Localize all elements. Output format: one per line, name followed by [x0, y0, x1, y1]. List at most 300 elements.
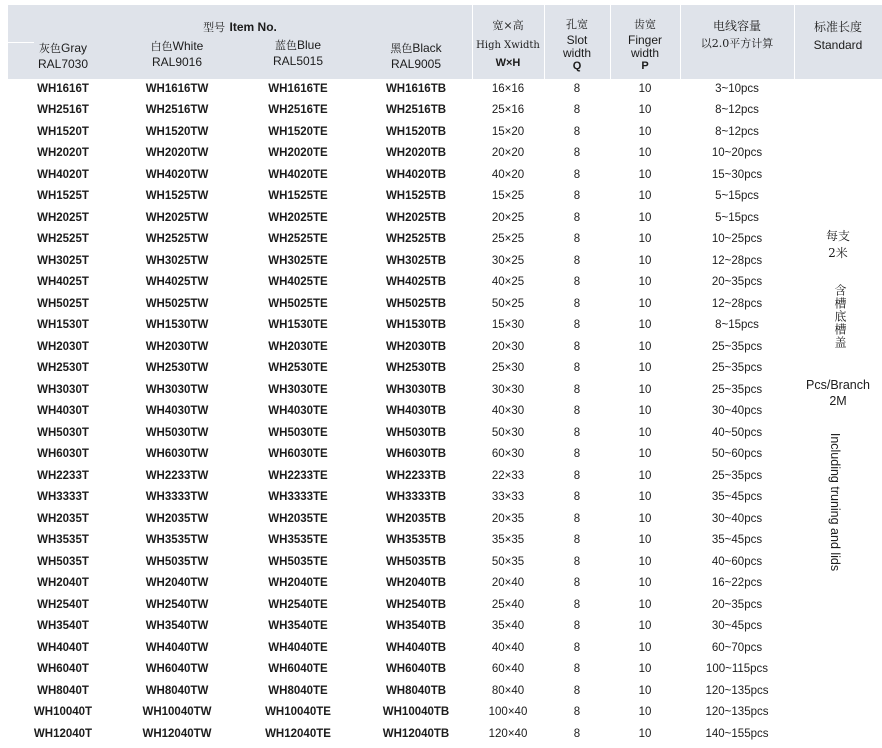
table-row [0, 487, 882, 509]
finger-cell: 10 [638, 233, 652, 245]
slot-cell: 8 [573, 297, 581, 310]
slot-header-en2: width [562, 46, 591, 60]
capacity-cell: 10~25pcs [711, 233, 763, 245]
blue-cell: WH5030TE [268, 426, 328, 439]
capacity-cell: 25~35pcs [711, 340, 763, 353]
black-cell: WH8040TB [385, 684, 447, 697]
black-cell: WH3030TB [385, 383, 447, 396]
slot-cell: 8 [573, 598, 581, 611]
slot-cell: 8 [573, 706, 581, 718]
finger-cell: 10 [638, 469, 652, 482]
wh-cell: 40×40 [491, 641, 525, 654]
gray-cell: WH5030T [37, 426, 89, 439]
black-cell: WH4020TB [385, 168, 447, 181]
slot-cell: 8 [573, 555, 581, 568]
capacity-cell: 10~20pcs [711, 147, 763, 159]
black-cell: WH6030TB [385, 448, 447, 460]
black-cell: WH2530TB [385, 362, 447, 374]
wh-cell: 80×40 [491, 684, 525, 697]
wh-cell: 60×30 [491, 448, 525, 460]
gray-cell: WH8040T [37, 684, 89, 697]
capacity-cell: 120~135pcs [705, 684, 769, 697]
capacity-cell: 60~70pcs [711, 641, 763, 654]
finger-cell: 10 [638, 211, 652, 224]
table-row [0, 315, 882, 337]
gray-header [8, 41, 118, 56]
table-row [0, 358, 882, 380]
white-cell: WH4025TW [145, 276, 209, 288]
black-cell: WH1616TB [385, 82, 447, 95]
gray-cell: WH12040T [33, 727, 93, 740]
table-row [0, 444, 882, 466]
white-cell: WH2525TW [145, 233, 209, 245]
wh-cell: 50×35 [491, 555, 525, 568]
gray-cell: WH3540T [37, 620, 89, 632]
blue-header-ral: RAL5015 [272, 54, 324, 68]
gray-cell: WH2020T [37, 147, 89, 159]
white-cell: WH12040TW [142, 727, 212, 740]
blue-cell: WH8040TE [268, 684, 328, 697]
capacity-cell: 30~40pcs [711, 405, 763, 417]
model-header-cn: 型号 [203, 21, 226, 34]
blue-cell: WH3030TE [268, 383, 328, 396]
white-cell: WH3030TW [145, 383, 209, 396]
table-row [0, 595, 882, 617]
blue-cell: WH1616TE [268, 82, 328, 95]
slot-cell: 8 [573, 577, 581, 589]
black-cell: WH2233TB [385, 469, 447, 482]
white-cell: WH8040TW [145, 684, 209, 697]
finger-cell: 10 [638, 147, 652, 159]
black-cell: WH1525TB [385, 190, 447, 202]
slot-cell: 8 [573, 362, 581, 374]
finger-cell: 10 [638, 125, 652, 138]
white-cell: WH6030TW [145, 448, 209, 460]
finger-cell: 10 [638, 555, 652, 568]
finger-cell: 10 [638, 620, 652, 632]
white-cell: WH3333TW [145, 491, 209, 503]
white-header-cn: 白色 [150, 40, 173, 53]
white-cell: WH2530TW [145, 362, 209, 374]
white-cell: WH3535TW [145, 534, 209, 546]
wh-cell: 100×40 [488, 706, 528, 718]
wh-cell: 16×16 [491, 82, 525, 95]
gray-header-ral: RAL7030 [37, 57, 89, 71]
gray-cell: WH3030T [37, 383, 89, 396]
blue-cell: WH5025TE [268, 297, 328, 310]
table-row [0, 272, 882, 294]
blue-header-en: Blue [296, 38, 322, 52]
slot-header-en1: Slot [566, 33, 588, 47]
black-cell: WH12040TB [382, 727, 450, 740]
finger-cell: 10 [638, 534, 652, 546]
white-cell: WH5030TW [145, 426, 209, 439]
note-per-cn-1: 每支 [825, 229, 850, 243]
blue-cell: WH2025TE [268, 211, 328, 224]
finger-cell: 10 [638, 168, 652, 181]
capacity-cell: 16~22pcs [711, 577, 763, 589]
capacity-cell: 25~35pcs [711, 383, 763, 396]
wh-cell: 120×40 [488, 727, 528, 740]
wh-cell: 60×40 [491, 663, 525, 675]
wh-cell: 15×25 [491, 190, 525, 202]
table-row [0, 466, 882, 488]
finger-cell: 10 [638, 706, 652, 718]
white-cell: WH3025TW [145, 254, 209, 267]
blue-cell: WH2525TE [268, 233, 328, 245]
gray-cell: WH6030T [37, 448, 89, 460]
gray-header-cn: 灰色 [38, 42, 61, 55]
black-cell: WH3535TB [385, 534, 447, 546]
capacity-header-cn1: 电线容量 [712, 19, 761, 33]
black-cell: WH2035TB [385, 512, 447, 525]
slot-cell: 8 [573, 254, 581, 267]
finger-header-en2: width [630, 46, 659, 60]
wh-header-cn: 宽×高 [492, 19, 524, 32]
blue-cell: WH1530TE [268, 319, 328, 331]
wh-cell: 15×20 [491, 125, 525, 138]
black-cell: WH2030TB [385, 340, 447, 353]
white-cell: WH5035TW [145, 555, 209, 568]
wh-cell: 30×30 [491, 383, 525, 396]
note-incl-cn: 含槽底槽盖 [833, 284, 847, 349]
wh-cell: 35×35 [491, 534, 525, 546]
wh-cell: 30×25 [491, 254, 525, 267]
white-cell: WH2035TW [145, 512, 209, 525]
table-row [0, 509, 882, 531]
gray-cell: WH5035T [37, 555, 89, 568]
black-cell: WH4040TB [385, 641, 447, 654]
capacity-cell: 8~12pcs [715, 104, 759, 116]
white-cell: WH2516TW [145, 104, 209, 116]
black-cell: WH2020TB [385, 147, 447, 159]
black-cell: WH3540TB [385, 620, 447, 632]
white-cell: WH5025TW [145, 297, 209, 310]
note-per-cn-2: 2米 [828, 246, 848, 260]
gray-cell: WH3025T [37, 254, 89, 267]
slot-cell: 8 [573, 684, 581, 697]
white-header-en: White [172, 39, 204, 53]
black-cell: WH2040TB [385, 577, 447, 589]
blue-cell: WH1520TE [268, 125, 328, 138]
white-cell: WH2025TW [145, 211, 209, 224]
white-cell: WH1525TW [145, 190, 209, 202]
black-cell: WH4030TB [385, 405, 447, 417]
slot-cell: 8 [573, 82, 581, 95]
white-cell: WH1616TW [145, 82, 209, 95]
black-cell: WH5035TB [385, 555, 447, 568]
finger-cell: 10 [638, 276, 652, 288]
blue-cell: WH3333TE [268, 491, 328, 503]
slot-cell: 8 [573, 233, 581, 245]
wh-cell: 50×30 [491, 426, 525, 439]
gray-cell: WH2530T [37, 362, 89, 374]
gray-cell: WH2040T [37, 577, 89, 589]
capacity-cell: 20~35pcs [711, 598, 763, 611]
slot-cell: 8 [573, 125, 581, 138]
wh-cell: 50×25 [491, 297, 525, 310]
table-row [0, 659, 882, 681]
white-cell: WH2020TW [145, 147, 209, 159]
blue-cell: WH4025TE [268, 276, 328, 288]
gray-cell: WH2525T [37, 233, 89, 245]
black-cell: WH2516TB [385, 104, 447, 116]
blue-cell: WH10040TE [265, 706, 331, 718]
blue-cell: WH2530TE [268, 362, 328, 374]
gray-cell: WH1530T [37, 319, 89, 331]
slot-cell: 8 [573, 168, 581, 181]
blue-cell: WH5035TE [268, 555, 328, 568]
table-row [0, 229, 882, 251]
capacity-cell: 3~10pcs [715, 82, 759, 95]
white-cell: WH4030TW [145, 405, 209, 417]
finger-cell: 10 [638, 104, 652, 116]
blue-cell: WH2040TE [268, 577, 328, 589]
finger-cell: 10 [638, 297, 652, 310]
gray-cell: WH4040T [37, 641, 89, 654]
wh-cell: 25×25 [491, 233, 525, 245]
black-header [360, 41, 472, 56]
gray-cell: WH4020T [37, 168, 89, 181]
black-cell: WH3025TB [385, 254, 447, 267]
slot-cell: 8 [573, 620, 581, 632]
table-row [0, 530, 882, 552]
capacity-cell: 100~115pcs [705, 663, 769, 675]
wh-cell: 20×25 [491, 211, 525, 224]
wh-cell: 20×20 [491, 147, 525, 159]
slot-cell: 8 [573, 641, 581, 654]
wh-header-en: High Xwidth [476, 40, 540, 51]
note-per-en-2: 2M [829, 394, 847, 408]
capacity-cell: 15~30pcs [711, 168, 763, 181]
table-row [0, 186, 882, 208]
finger-cell: 10 [638, 684, 652, 697]
capacity-cell: 30~45pcs [711, 620, 763, 632]
blue-cell: WH2516TE [268, 104, 328, 116]
note-per-en-1: Pcs/Branch [806, 378, 870, 392]
capacity-cell: 40~60pcs [711, 555, 763, 568]
black-header-cn: 黑色 [390, 42, 413, 55]
blue-cell: WH3025TE [268, 254, 328, 267]
finger-cell: 10 [638, 641, 652, 654]
black-cell: WH2525TB [385, 233, 447, 245]
slot-cell: 8 [573, 147, 581, 159]
black-cell: WH4025TB [385, 276, 447, 288]
white-cell: WH3540TW [145, 620, 209, 632]
black-header-en: Black [412, 41, 442, 55]
wh-cell: 25×30 [491, 362, 525, 374]
gray-cell: WH3535T [37, 534, 89, 546]
white-cell: WH2040TW [145, 577, 209, 589]
table-row [0, 337, 882, 359]
blue-cell: WH4040TE [268, 641, 328, 654]
table-row [0, 294, 882, 316]
finger-header-abbr: P [641, 60, 649, 72]
gray-cell: WH10040T [33, 706, 93, 718]
white-cell: WH2233TW [145, 469, 209, 482]
white-cell: WH10040TW [142, 706, 212, 718]
blue-cell: WH2035TE [268, 512, 328, 525]
table-row [0, 401, 882, 423]
finger-cell: 10 [638, 190, 652, 202]
blue-header-cn: 蓝色 [274, 39, 297, 52]
table-row [0, 208, 882, 230]
gray-cell: WH1616T [37, 82, 89, 95]
wh-cell: 20×35 [491, 512, 525, 525]
gray-cell: WH4025T [37, 276, 89, 288]
slot-cell: 8 [573, 276, 581, 288]
slot-cell: 8 [573, 534, 581, 546]
white-cell: WH2540TW [145, 598, 209, 611]
capacity-cell: 5~15pcs [715, 190, 759, 202]
white-cell: WH4020TW [145, 168, 209, 181]
capacity-cell: 20~35pcs [711, 276, 763, 288]
slot-cell: 8 [573, 383, 581, 396]
table-row [0, 423, 882, 445]
slot-cell: 8 [573, 104, 581, 116]
capacity-cell: 140~155pcs [705, 727, 769, 740]
slot-cell: 8 [573, 340, 581, 353]
finger-cell: 10 [638, 254, 652, 267]
gray-cell: WH6040T [37, 663, 89, 675]
white-cell: WH6040TW [145, 663, 209, 675]
finger-cell: 10 [638, 598, 652, 611]
finger-cell: 10 [638, 727, 652, 740]
slot-cell: 8 [573, 190, 581, 202]
blue-cell: WH3535TE [268, 534, 328, 546]
table-row [0, 251, 882, 273]
blue-cell: WH4030TE [268, 405, 328, 417]
blue-cell: WH2030TE [268, 340, 328, 353]
capacity-cell: 35~45pcs [711, 534, 763, 546]
table-row [0, 616, 882, 638]
gray-cell: WH1520T [37, 125, 89, 138]
black-cell: WH1530TB [385, 319, 447, 331]
blue-cell: WH6040TE [268, 663, 328, 675]
table-row [0, 380, 882, 402]
wh-cell: 20×30 [491, 340, 525, 353]
white-cell: WH2030TW [145, 340, 209, 353]
wh-cell: 40×20 [491, 168, 525, 181]
white-cell: WH1520TW [145, 125, 209, 138]
table-row [0, 122, 882, 144]
note-incl-en: Including truning and lids [828, 432, 842, 572]
slot-cell: 8 [573, 405, 581, 417]
finger-cell: 10 [638, 663, 652, 675]
wh-cell: 22×33 [491, 469, 525, 482]
wh-cell: 35×40 [491, 620, 525, 632]
slot-header-cn: 孔宽 [566, 18, 588, 31]
gray-cell: WH2035T [37, 512, 89, 525]
black-cell: WH6040TB [385, 663, 447, 675]
model-header-en: Item No. [229, 20, 277, 34]
slot-cell: 8 [573, 211, 581, 224]
slot-header-abbr: Q [572, 60, 582, 72]
blue-cell: WH2233TE [268, 469, 328, 482]
black-cell: WH1520TB [385, 125, 447, 138]
slot-cell: 8 [573, 426, 581, 439]
finger-header-cn: 齿宽 [634, 18, 656, 31]
blue-cell: WH2540TE [268, 598, 328, 611]
wh-cell: 40×30 [491, 405, 525, 417]
white-header-ral: RAL9016 [151, 55, 203, 69]
black-cell: WH5025TB [385, 297, 447, 310]
table-row [0, 552, 882, 574]
slot-cell: 8 [573, 663, 581, 675]
slot-cell: 8 [573, 491, 581, 503]
gray-cell: WH4030T [37, 405, 89, 417]
blue-cell: WH2020TE [268, 147, 328, 159]
capacity-cell: 50~60pcs [711, 448, 763, 460]
capacity-cell: 5~15pcs [715, 211, 759, 224]
capacity-cell: 30~40pcs [711, 512, 763, 525]
capacity-cell: 120~135pcs [705, 706, 769, 718]
table-row [0, 79, 882, 101]
black-cell: WH2025TB [385, 211, 447, 224]
capacity-cell: 35~45pcs [711, 491, 763, 503]
table-row [0, 100, 882, 122]
blue-cell: WH12040TE [265, 727, 331, 740]
table-row [0, 724, 882, 746]
finger-cell: 10 [638, 340, 652, 353]
gray-cell: WH5025T [37, 297, 89, 310]
table-row [0, 681, 882, 703]
wh-cell: 40×25 [491, 276, 525, 288]
capacity-cell: 8~12pcs [715, 125, 759, 138]
finger-cell: 10 [638, 577, 652, 589]
finger-cell: 10 [638, 491, 652, 503]
black-header-ral: RAL9005 [390, 57, 442, 71]
finger-cell: 10 [638, 383, 652, 396]
gray-cell: WH1525T [37, 190, 89, 202]
finger-cell: 10 [638, 448, 652, 460]
gray-cell: WH2233T [37, 469, 89, 482]
wh-header-abbr: W×H [495, 57, 521, 69]
finger-cell: 10 [638, 426, 652, 439]
wh-cell: 25×40 [491, 598, 525, 611]
gray-cell: WH2516T [37, 104, 89, 116]
black-cell: WH2540TB [385, 598, 447, 611]
white-cell: WH1530TW [145, 319, 209, 331]
blue-cell: WH3540TE [268, 620, 328, 632]
black-cell: WH3333TB [385, 491, 447, 503]
blue-cell: WH1525TE [268, 190, 328, 202]
wh-cell: 20×40 [491, 577, 525, 589]
capacity-cell: 25~35pcs [711, 469, 763, 482]
blue-cell: WH4020TE [268, 168, 328, 181]
table-row [0, 638, 882, 660]
capacity-header-cn2: 以2.0平方计算 [700, 37, 774, 50]
gray-cell: WH2030T [37, 340, 89, 353]
capacity-cell: 8~15pcs [715, 319, 759, 331]
finger-cell: 10 [638, 362, 652, 374]
slot-cell: 8 [573, 448, 581, 460]
black-cell: WH10040TB [382, 706, 450, 718]
finger-cell: 10 [638, 82, 652, 95]
finger-cell: 10 [638, 319, 652, 331]
wh-cell: 33×33 [491, 491, 525, 503]
gray-cell: WH2540T [37, 598, 89, 611]
slot-cell: 8 [573, 469, 581, 482]
capacity-cell: 12~28pcs [711, 297, 763, 310]
capacity-cell: 25~35pcs [711, 362, 763, 374]
white-header [118, 39, 236, 54]
gray-cell: WH3333T [37, 491, 89, 503]
finger-cell: 10 [638, 405, 652, 417]
standard-header-cn: 标准长度 [813, 20, 862, 34]
capacity-cell: 12~28pcs [711, 254, 763, 267]
slot-cell: 8 [573, 319, 581, 331]
